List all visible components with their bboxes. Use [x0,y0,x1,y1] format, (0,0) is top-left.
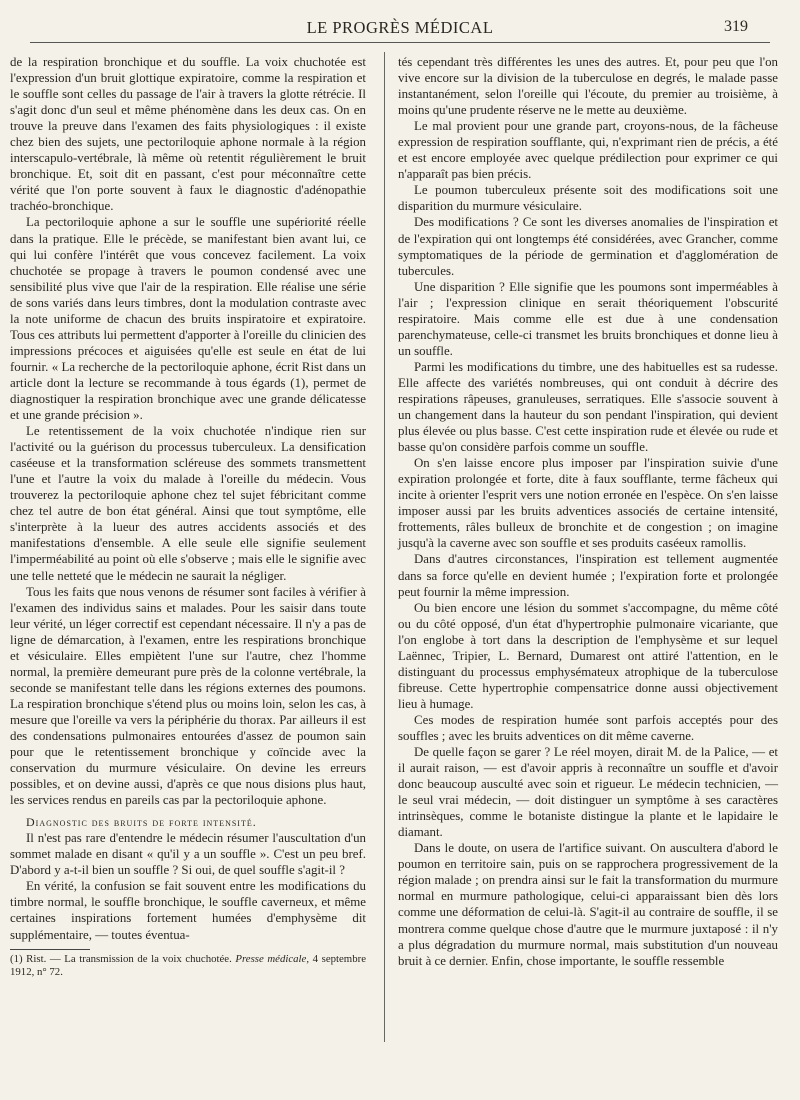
paragraph: Le mal provient pour une grande part, croyons-nous, de la fâcheuse expression de respiration soufflante, qui, n'exprimant rien de précis, a été et est encore employée avec quelque prédilection pour exprimer ce qui n'apparaît pas bien précis. [398,119,778,182]
paragraph: La pectoriloquie aphone a sur le souffle une supériorité réelle dans la pratique. Elle le précède, se manifestant bien avant lui, ce qui lui confère l'intérêt que vous concevez facilement. La voix chuchotée se propage à travers le poumon condensé avec une sensibilité plus vive que l'air de la respiration. Elle réalise une série de sons variés dans leurs timbres, dont la modulation contraste avec la note uniforme de chacun des bruits inspiratoire et expiratoire. Tous ces attributs lui permettent d'apporter à l'oreille du clinicien des impressions précoces et aiguisées qu'elle est seule en état de lui fournir. « La recherche de la pectoriloquie aphone, écrit Rist dans un article dont la lecture se recommande à tous égards (1), permet de diagnostiquer la respiration bronchique avec une grande délicatesse et une grande précision ». [10,215,366,423]
paragraph: En vérité, la confusion se fait souvent entre les modifications du timbre normal, le souffle bronchique, le souffle caverneux, et même certaines inspirations fortement humées d'emphysème dit supplémentaire, — toutes éventua- [10,879,366,942]
footnote-publication: Presse médicale, [235,952,310,965]
paragraph: Des modifications ? Ce sont les diverses anomalies de l'inspiration et de l'expiration qui ont longtemps été considérées, avec Grancher, comme symptomatiques de la période de germination et d'agglomération de tubercules. [398,215,778,278]
paragraph: On s'en laisse encore plus imposer par l'inspiration suivie d'une expiration prolongée et forte, dite à faux soufflante, terme fâcheux qui incite à orienter l'esprit vers une notion erronée en l'espèce. On s'en laisse imposer aussi par les bruits adventices associés de certaine intensité, frottements, râles bulleux de bronchite et de congestion ; on imagine jusqu'à la caverne avec son souffle et ses produits caséeux ramollis. [398,456,778,551]
footnote-divider [10,949,90,950]
footnote [10,953,366,979]
paragraph: tés cependant très différentes les unes des autres. Et, pour peu que l'on vive encore sur la division de la tuberculose en degrés, le malade passe instantanément, selon l'oreille qui l'écoute, du premier au troisième, à moins qu'une prudente réserve ne le mette au deuxième. [398,55,778,118]
right-column [398,54,778,969]
paragraph: Le retentissement de la voix chuchotée n'indique rien sur l'activité ou la guérison du processus tuberculeux. La densification caséeuse et la transformation scléreuse des sommets transmettent l'une et l'autre la voix du malade à l'oreille du médecin. Vous trouverez la pectoriloquie aphone chez tel sujet fébricitant comme chez tel autre de bon état général. Ainsi que tout symptôme, elle s'interprète à la lueur des autres accidents associés et des manifestations d'ensemble. A elle seule elle signifie seulement l'imperméabilité au point où elle s'observe ; mais elle le signifie avec une telle netteté que le médecin ne saurait la négliger. [10,424,366,583]
column-divider [384,52,385,1042]
section-heading [10,814,366,830]
running-title: LE PROGRÈS MÉDICAL [306,18,494,37]
paragraph: Une disparition ? Elle signifie que les poumons sont imperméables à l'air ; l'expression clinique en serait théoriquement l'obscurité respiratoire. Mais comme elle est due à une condensation parenchymateuse, celle-ci transmet les bruits bronchiques et donne lieu à un souffle. [398,279,778,358]
paragraph: Dans d'autres circonstances, l'inspiration est tellement augmentée dans sa force qu'elle en devient humée ; l'expiration forte et prolongée peut fournir la même impression. [398,552,778,599]
left-column [10,54,366,979]
paragraph: De quelle façon se garer ? Le réel moyen, dirait M. de la Palice, — et il aurait raison, — est d'avoir appris à reconnaître un souffle et d'avoir donc beaucoup ausculté avec soin et rigueur. Le médecin technicien, — le seul vrai médecin, — doit distinguer un symptôme à ses caractères intrinsèques, comme le botaniste distingue la plante et le lapidaire le diamant. [398,745,778,840]
paragraph: Il n'est pas rare d'entendre le médecin résumer l'auscultation d'un sommet malade en disant « qu'il y a un souffle ». C'est un peu bref. D'abord y a-t-il bien un souffle ? Si oui, de quel souffle s'agit-il ? [10,831,366,878]
footnote-text: (1) Rist. — La transmission de la voix chuchotée. [10,952,232,965]
paragraph: Ou bien encore une lésion du sommet s'accompagne, du même côté ou du côté opposé, d'un état d'hypertrophie pulmonaire vicariante, que l'on englobe à tort dans la description de l'emphysème et sur lequel Laënnec, Tripier, L. Bernard, Dumarest ont attiré l'attention, en le distinguant du processus emphysémateux atrophique de la tuberculose fibreuse. Cette hypertrophie compensatrice donne aussi objectivement lieu à humage. [398,600,778,711]
paragraph: Dans le doute, on usera de l'artifice suivant. On auscultera d'abord le poumon en territoire sain, puis on se rapprochera progressivement de la région malade ; on prendra ainsi sur le fait la transformation du murmure normal en murmure pathologique, celui-ci apparaissant bien dès lors comme une déformation de celui-là. S'agit-il au contraire de souffle, il se montrera comme quelque chose d'autre que le murmure juxtaposé : il n'y a plus dégradation du murmure normal, mais substitution d'un nouveau bruit à ce dernier. Enfin, chose importante, le souffle ressemble [398,841,778,968]
page-number: 319 [724,18,748,35]
footnote-date: 4 septembre 1912, n° 72. [10,952,366,978]
paragraph: Parmi les modifications du timbre, une des habituelles est sa rudesse. Elle affecte des variétés nombreuses, qui ont conduit à décrire des respirations râpeuses, granuleuses, serratiques. Elle s'associe souvent à un changement dans la hauteur du son pendant l'inspiration, qui devient plus élevée ou plus basse. C'est cette inspiration rude et élevée ou rude et basse qu'on considère parfois comme un souffle. [398,359,778,455]
paragraph: Ces modes de respiration humée sont parfois acceptés pour des souffles ; avec les bruits adventices on dit même caverne. [398,712,778,743]
paragraph: de la respiration bronchique et du souffle. La voix chuchotée est l'expression d'un bruit glottique expiratoire, comme la respiration et le souffle sont celles du passage de l'air à travers la glotte rétrécie. Il s'agit donc d'un seul et même phénomène dans les deux cas. On en trouve la preuve dans l'examen des faits physiologiques : il existe chez bien des sujets, une pectoriloquie aphone normale à la région interscapulo-vertébrale, là même où retentit régulièrement le bruit bronchique. Et, soit dit en passant, c'est pour méconnaître cette vérité que l'on porte souvent à faux le diagnostic d'adénopathie trachéo-bronchique. [10,55,366,214]
section-title: Diagnostic des bruits de forte intensité. [26,815,257,830]
page-header [30,16,770,43]
paragraph: Tous les faits que nous venons de résumer sont faciles à vérifier à l'examen des individus sains et malades. Pour les saisir dans toute leur vérité, un léger correctif est cependant nécessaire. Il n'y a pas de ligne de démarcation, à l'examen, entre les respirations bronchique et vésiculaire. Elles empiètent l'une sur l'autre, chez l'homme normal, la première demeurant pure près de la colonne vertébrale, la seconde se manifestant telle dans les régions externes des poumons. La respiration bronchique s'étend plus ou moins loin, selon les cas, à mesure que l'oreille va vers la périphérie du thorax. Par ailleurs il est des condensations pulmonaires entourées d'assez de poumon sain pour que le retentissement bronchique y coïncide avec la conservation du murmure vésiculaire. On devine les erreurs possibles, et on devine aussi, d'après ce que nous disions plus haut, les services rendus en pareils cas par la pectoriloquie aphone. [10,584,366,808]
paragraph: Le poumon tuberculeux présente soit des modifications soit une disparition du murmure vésiculaire. [398,183,778,214]
